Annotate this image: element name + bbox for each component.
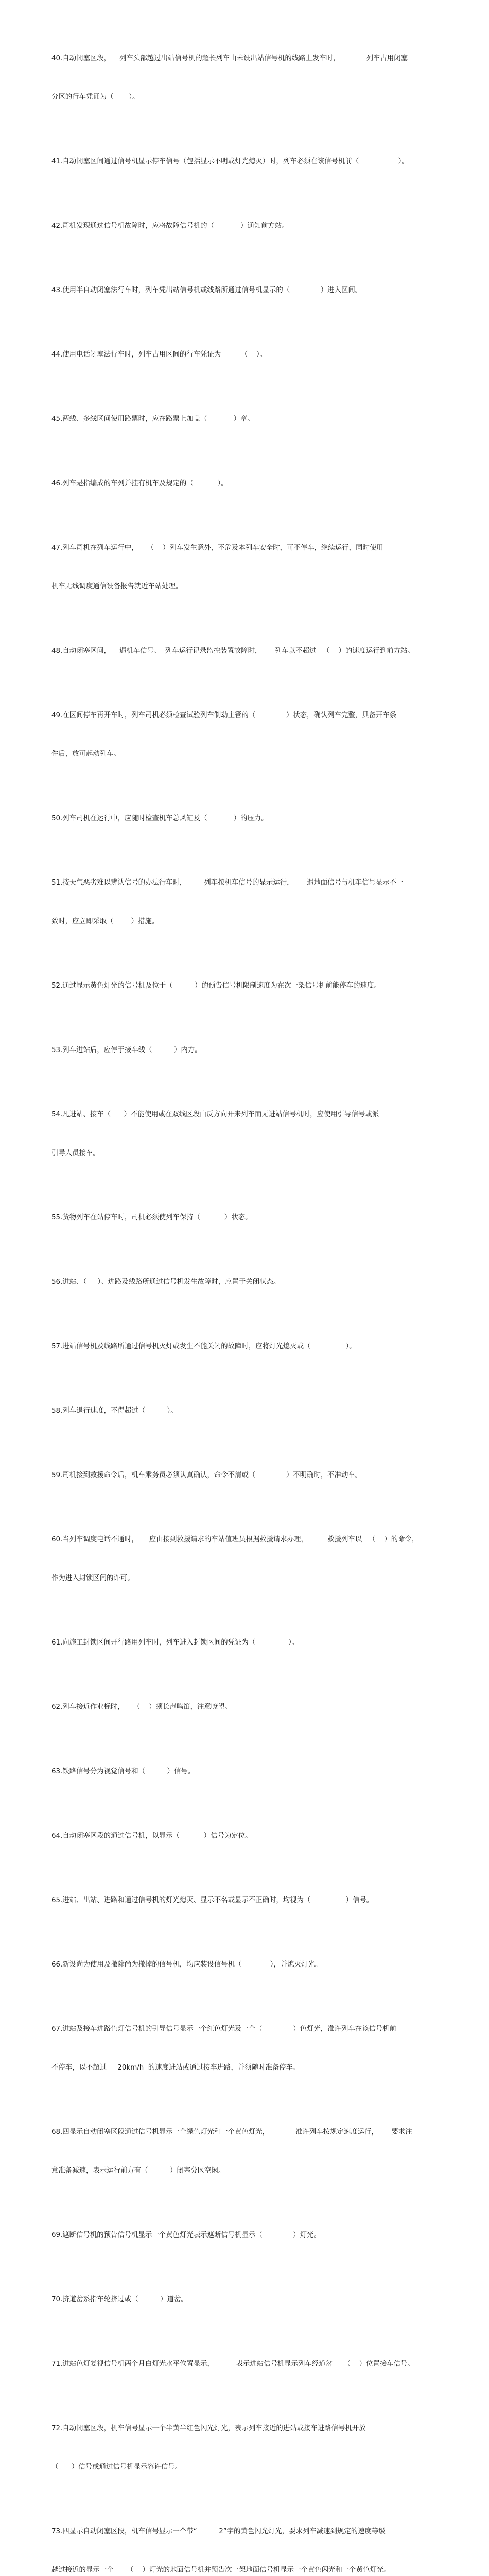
question-67-line-1: 67.进站及接车进路色灯信号机的引导信号显示一个红色灯光及一个（ ）色灯光，准许列车在该信号机前 [51, 2025, 397, 2033]
question-56-line-1: 56.进站、（ ）、进路及线路所通过信号机发生故障时，应置于关闭状态。 [51, 1278, 281, 1286]
question-55-line-1: 55.货物列车在站停车时，司机必须使列车保持（ ）状态。 [51, 1214, 252, 1222]
question-list [51, 26, 458, 2576]
question-58 [51, 1379, 458, 1443]
question-70 [51, 2267, 458, 2332]
question-47-line-1: 47.列车司机在列车运行中， （ ）列车发生意外，不危及本列车安全时，可不停车，继续运行，同时使用 [51, 544, 383, 552]
question-51-line-2: 致时，应立即采取（ ）措施。 [51, 918, 159, 925]
question-68 [51, 2100, 458, 2203]
question-49-line-2: 件后，放可起动列车。 [51, 750, 120, 758]
question-62-line-1: 62.列车接近作业标时， （ ）须长声鸣笛，注意嘹望。 [51, 1703, 232, 1711]
question-45 [51, 387, 458, 451]
question-66-line-1: 66.新设尚为使用及撤除尚为撤掉的信号机，均应装设信号机（ ），并熄灭灯光。 [51, 1961, 322, 1969]
question-48 [51, 619, 458, 683]
question-50 [51, 786, 458, 851]
question-45-line-1: 45.两线、多线区间使用路票时，应在路票上加盖（ ）章。 [51, 415, 254, 423]
question-53 [51, 1018, 458, 1082]
question-49 [51, 683, 458, 786]
question-44 [51, 323, 458, 387]
question-62 [51, 1675, 458, 1739]
question-68-line-2: 意准备减速，表示运行前方有（ ）闭塞分区空闲。 [51, 2167, 225, 2175]
question-41-line-1: 41.自动闭塞区间通过信号机显示停车信号（包括显示不明或灯光熄灭）时，列车必须在该信号机前（ ）。 [51, 158, 409, 165]
question-40 [51, 26, 458, 129]
question-58-line-1: 58.列车退行速度，不得超过（ ）。 [51, 1407, 178, 1415]
question-69-line-1: 69.遮断信号机的预告信号机显示一个黄色灯光表示遮断信号机显示（ ）灯光。 [51, 2231, 321, 2239]
question-43-line-1: 43.使用半自动闭塞法行车时，列车凭出站信号机或线路所通过信号机显示的（ ）进入区间。 [51, 286, 362, 294]
question-67 [51, 1997, 458, 2100]
question-46 [51, 451, 458, 516]
question-61 [51, 1611, 458, 1675]
question-56 [51, 1250, 458, 1314]
question-72-line-2: （ ）信号或通过信号机显示容许信号。 [51, 2463, 182, 2471]
question-54-line-2: 引导人员接车。 [51, 1149, 100, 1157]
question-40-line-1: 40.自动闭塞区段， 列车头部越过出站信号机的超长列车由未设出站信号机的线路上发车时， 列车占用闭塞 [51, 55, 408, 62]
question-47-line-2: 机车无线调度通信设备报告就近车站处理。 [51, 583, 183, 590]
question-63 [51, 1739, 458, 1804]
question-69 [51, 2203, 458, 2267]
question-46-line-1: 46.列车是指编成的车列并挂有机车及规定的（ ）。 [51, 480, 228, 487]
question-40-line-2: 分区的行车凭证为（ ）。 [51, 93, 139, 101]
question-41 [51, 129, 458, 194]
question-55 [51, 1185, 458, 1250]
question-71 [51, 2332, 458, 2396]
question-60-line-2: 作为进入封锁区间的许可。 [51, 1574, 134, 1582]
question-42 [51, 194, 458, 258]
question-54 [51, 1082, 458, 1185]
question-61-line-1: 61.向施工封锁区间开行路用列车时，列车进入封锁区间的凭证为（ ）。 [51, 1639, 299, 1647]
question-53-line-1: 53.列车进站后，应停于接车线（ ）内方。 [51, 1046, 202, 1054]
question-68-line-1: 68.四显示自动闭塞区段通过信号机显示一个绿色灯光和一个黄色灯光， 准许列车按规定速度运行， 要求注 [51, 2128, 412, 2136]
question-65-line-1: 65.进站、出站、进路和通过信号机的灯光熄灭、显示不名或显示不正确时，均视为（ ）信号。 [51, 1896, 374, 1904]
question-51-line-1: 51.按天气恶劣难以辨认信号的办法行车时， 列车按机车信号的显示运行， 遇地面信号与机车信号显示不一 [51, 879, 404, 887]
question-73-line-2: 越过接近的显示一个 （ ）灯光的地面信号机并预告次一架地面信号机显示一个黄色闪光和一个黄色灯光。 [51, 2566, 391, 2574]
question-66 [51, 1933, 458, 1997]
question-73 [51, 2499, 458, 2576]
question-51 [51, 851, 458, 954]
question-60 [51, 1507, 458, 1611]
question-54-line-1: 54.凡进站、接车（ ）不能使用或在双线区段由反方向开来列车而无进站信号机时，应使用引导信号或派 [51, 1111, 379, 1118]
question-59 [51, 1443, 458, 1507]
question-60-line-1: 60.当列车调度电话不通时， 应由接到救援请求的车站值班员根据救援请求办理， 救援列车以 （ ）的命令， [51, 1536, 419, 1544]
question-57 [51, 1314, 458, 1379]
question-64-line-1: 64.自动闭塞区段的通过信号机，以显示（ ）信号为定位。 [51, 1832, 252, 1840]
question-44-line-1: 44.使用电话闭塞法行车时，列车占用区间的行车凭证为 （ ）。 [51, 351, 267, 359]
question-73-line-1: 73.四显示自动闭塞区段，机车信号显示一个带“ 2”字的黄色闪光灯光，要求列车减速到规定的速度等级 [51, 2528, 386, 2535]
question-67-line-2: 不停车，以不超过 20km/h 的速度进站或通过接车进路，并须随时准备停车。 [51, 2064, 300, 2072]
question-72 [51, 2396, 458, 2499]
question-50-line-1: 50.列车司机在运行中，应随时检查机车总风缸及（ ）的压力。 [51, 815, 268, 822]
question-64 [51, 1804, 458, 1868]
question-59-line-1: 59.司机接到救援命令后，机车乘务员必须认真确认，命令不清或（ ）不明确时，不准动车。 [51, 1471, 362, 1479]
question-47 [51, 516, 458, 619]
question-52 [51, 954, 458, 1018]
question-52-line-1: 52.通过显示黄色灯光的信号机及位于（ ）的预告信号机限制速度为在次一架信号机前能停车的速度。 [51, 982, 381, 990]
question-49-line-1: 49.在区间停车再开车时，列车司机必须检查试验列车制动主管的（ ）状态，确认列车完整，具备开车条 [51, 711, 397, 719]
question-43 [51, 258, 458, 323]
question-63-line-1: 63.铁路信号分为视觉信号和（ ）信号。 [51, 1768, 195, 1775]
question-42-line-1: 42.司机发现通过信号机故障时，应将故障信号机的（ ）通知前方站。 [51, 222, 289, 230]
question-57-line-1: 57.进站信号机及线路所通过信号机灭灯或发生不能关闭的故障时，应将灯光熄灭或（ ）。 [51, 1343, 356, 1350]
question-48-line-1: 48.自动闭塞区间， 遇机车信号、 列车运行记录监控装置故障时， 列车以不超过 （ ）的速度运行到前方站。 [51, 647, 414, 655]
question-70-line-1: 70.挤道岔系指车轮挤过或（ ）道岔。 [51, 2296, 188, 2303]
question-72-line-1: 72.自动闭塞区段，机车信号显示一个半黄半红色闪光灯光，表示列车接近的进站或接车进路信号机开放 [51, 2425, 366, 2432]
question-65 [51, 1868, 458, 1933]
question-71-line-1: 71.进站色灯复视信号机两个月白灯光水平位置显示， 表示进站信号机显示列车经道岔 （ ）位置接车信号。 [51, 2360, 414, 2368]
